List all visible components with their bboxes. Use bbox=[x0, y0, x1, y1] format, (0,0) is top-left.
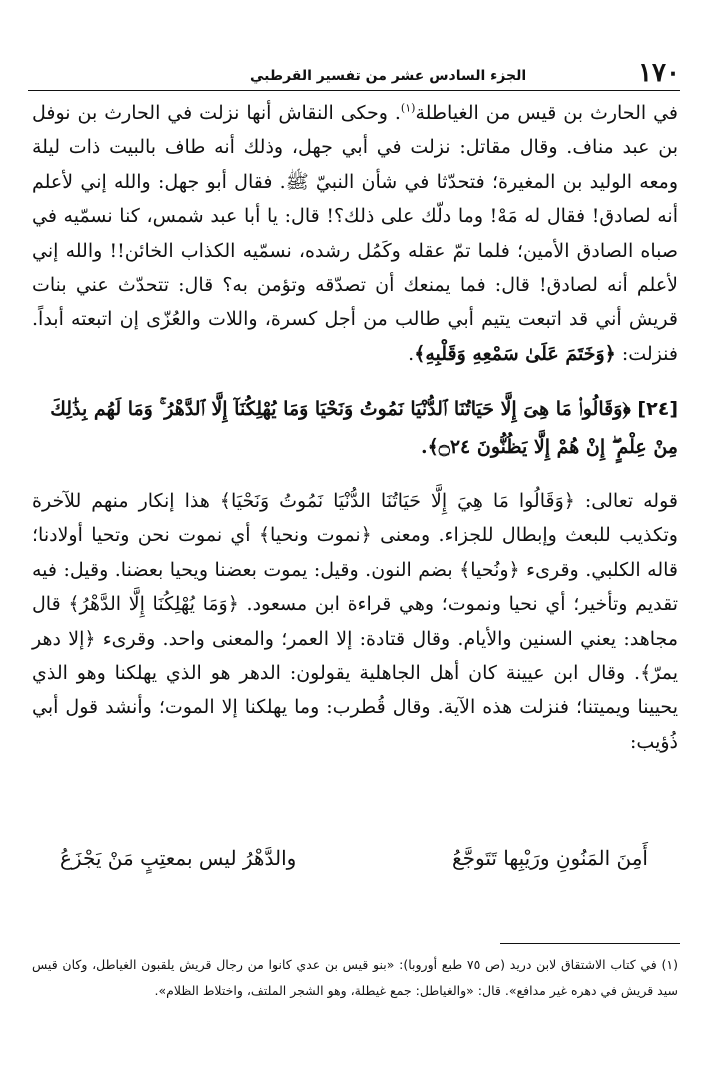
poem-verse bbox=[60, 838, 648, 878]
footnote-reference[interactable]: (١) bbox=[400, 101, 416, 115]
poem-hemistich-left: والدَّهْرُ ليس بمعتِبٍ مَنْ يَجْزَعُ bbox=[60, 846, 297, 870]
page-number: ١٧٠ bbox=[638, 58, 680, 88]
quran-quote: ﴿وَخَتَمَ عَلَىٰ سَمْعِهِ وَقَلْبِهِ﴾ bbox=[414, 342, 616, 365]
running-title: الجزء السادس عشر من تفسير القرطبي bbox=[250, 68, 527, 84]
paragraph-1-start: في الحارث بن قيس من الغياطلة bbox=[415, 102, 678, 124]
paragraph-2-text: قوله تعالى: ﴿وَقَالُوا مَا هِيَ إِلَّا حَيَاتُنَا الدُّنْيَا نَمُوتُ وَنَحْيَا﴾ هذا إنكار منهم للآخرة وتكذيب للبعث وإبطال للجزاء. ومعنى ﴿نموت ونحيا﴾ أي نموت نحن وتحيا أولادنا؛ قاله الكلبي. وقرىء ﴿ونُحيا﴾ بضم النون. وقيل: يموت بعضنا ويحيا بعضنا. وقيل: فيه تقديم وتأخير؛ أي نحيا ونموت؛ وهي قراءة ابن مسعود. ﴿وَمَا يُهْلِكُنَا إِلَّا الدَّهْرُ﴾ قال مجاهد: يعني السنين والأيام. وقال قتادة: إلا العمر؛ والمعنى واحد. وقرىء ﴿إلا دهر يمرّ﴾. وقال ابن عيينة كان أهل الجاهلية يقولون: الدهر هو الذي يهلكنا وهو الذي يحيينا ويميتنا؛ فنزلت هذه الآية. وقال قُطرب: وما يهلكنا إلا الموت؛ وأنشد قول أبي ذُؤيب: bbox=[32, 490, 678, 753]
poem-hemistich-right: أَمِنَ المَنُونِ ورَيْبِها تَتَوجَّعُ bbox=[451, 846, 648, 870]
header-divider bbox=[28, 90, 680, 91]
paragraph-1 bbox=[32, 96, 678, 371]
paragraph-2 bbox=[32, 484, 678, 759]
quran-verse-block bbox=[32, 390, 678, 466]
footnote-divider bbox=[500, 943, 680, 944]
verse-text: ﴿وَقَالُوا۟ مَا هِىَ إِلَّا حَيَاتُنَا ٱلدُّنْيَا نَمُوتُ وَنَحْيَا وَمَا يُهْلِكُنَآ إِلَّا ٱلدَّهْرُ ۚ وَمَا لَهُم بِذَٰلِكَ مِنْ عِلْمٍ ۖ إِنْ هُمْ إِلَّا يَظُنُّونَ ۝٢٤﴾ bbox=[50, 398, 678, 458]
paragraph-1-end: . bbox=[408, 342, 415, 365]
verse-number: [٢٤] bbox=[637, 398, 678, 420]
verse-end: . bbox=[420, 436, 428, 458]
paragraph-1-body: . وحكى النقاش أنها نزلت في الحارث بن نوفل بن عبد مناف. وقال مقاتل: نزلت في أبي جهل، وذلك أنه طاف بالبيت ذات ليلة ومعه الوليد بن المغيرة؛ فتحدّثا في شأن النبيّ ﷺ. فقال أبو جهل: والله إني لأعلم أنه لصادق! فقال له مَهْ! وما دلّك على ذلك؟! قال: يا أبا عبد شمس، كنا نسمّيه في صباه الصادق الأمين؛ فلما تمّ عقله وكَمُل رشده، نسمّيه الكذاب الخائن!! والله إني لأعلم أنه لصادق! قال: فما يمنعك أن تصدّقه وتؤمن به؟ قال: تتحدّث عني بنات قريش أني قد اتبعت يتيم أبي طالب من أجل كسرة، واللات والعُزّى إن اتبعته أبداً. فنزلت: bbox=[32, 102, 678, 365]
page-header bbox=[30, 58, 680, 88]
footnote bbox=[32, 952, 678, 1004]
footnote-text: (١) في كتاب الاشتقاق لابن دريد (ص ٧٥ طبع أوروبا): «بنو قيس بن عدي كانوا من رجال قريش يلقبون الغياطل، وكان قيس سيد قريش في دهره غير مدافع». قال: «والغياطل: جمع غيطلة، وهو الشجر الملتف، واختلاط الظلام». bbox=[32, 957, 678, 998]
